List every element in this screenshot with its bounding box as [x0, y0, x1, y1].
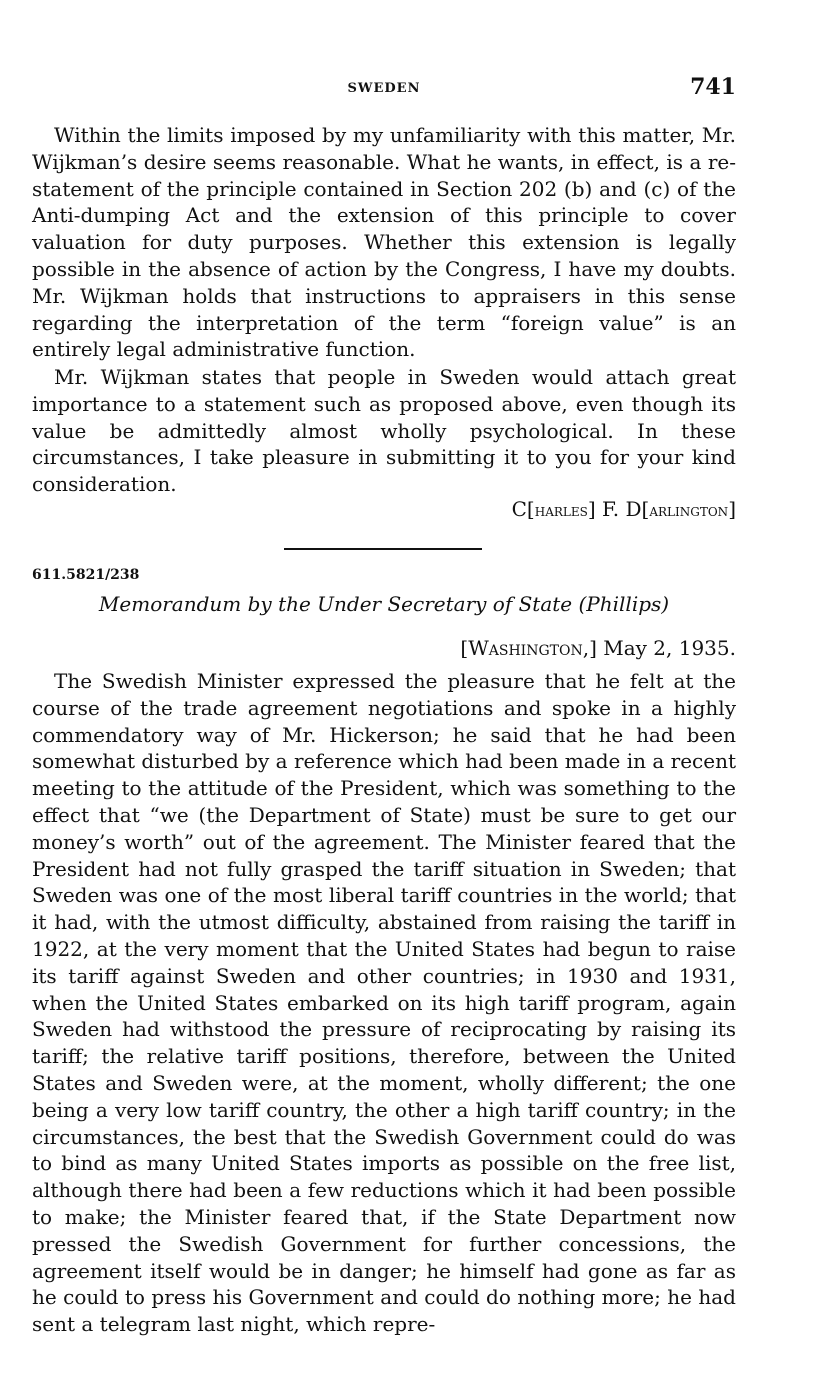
- file-number: 611.5821/238: [32, 567, 140, 583]
- signature: [512, 497, 736, 521]
- dateline: [460, 636, 736, 660]
- signature-last-name: arlington: [649, 501, 729, 521]
- section-divider: [284, 548, 482, 550]
- running-title: SWEDEN: [347, 81, 421, 96]
- dateline-open: [W: [460, 636, 489, 660]
- signature-close: ]: [728, 497, 736, 521]
- signature-initial-c: C[: [511, 497, 535, 521]
- running-head: [32, 74, 736, 104]
- memo-title: Memorandum by the Under Secretary of State (Phillips): [98, 592, 670, 616]
- paragraph-1: Within the limits imposed by my unfamiliarity with this matter, Mr. Wijkman’s desire seems reasonable. What he wants, in effect, is a re-statement of the principle contained in Section 202 (b) and (c) of the Anti-dumping Act and the extension of this principle to cover valuation for duty purposes. Whether this extension is legally possible in the absence of action by the Congress, I have my doubts. Mr. Wijkman holds that instructions to appraisers in this sense regarding the interpretation of the term “foreign value” is an entirely legal administrative function.: [32, 123, 736, 362]
- signature-middle: ] F. D[: [587, 497, 650, 521]
- signature-first-name: harles: [534, 501, 588, 521]
- dateline-date: ,] May 2, 1935.: [582, 636, 736, 660]
- page-number: 741: [690, 74, 736, 100]
- memo-paragraph: The Swedish Minister expressed the pleasure that he felt at the course of the trade agreement negotiations and spoke in a highly commendatory way of Mr. Hickerson; he said that he had been somewhat disturbed by a reference which had been made in a recent meeting to the attitude of the President, which was something to the effect that “we (the Department of State) must be sure to get our money’s worth” out of the agreement. The Minister feared that the President had not fully grasped the tariff situation in Sweden; that Sweden was one of the most liberal tariff countries in the world; that it had, with the utmost difficulty, abstained from raising the tariff in 1922, at the very moment that the United States had begun to raise its tariff against Sweden and other countries; in 1930 and 1931, when the United States embarked on its high tariff program, again Sweden had withstood the pressure of reciprocating by raising its tariff; the relative tariff positions, therefore, between the United States and Sweden were, at the moment, wholly different; the one being a very low tariff country, the other a high tariff country; in the circumstances, the best that the Swedish Government could do was to bind as many United States imports as possible on the free list, although there had been a few reductions which it had been possible to make; the Minister feared that, if the State Department now pressed the Swedish Government for further concessions, the agreement itself would be in danger; he himself had gone as far as he could to press his Government and could do nothing more; he had sent a telegram last night, which repre-: [32, 669, 736, 1337]
- paragraph-2: Mr. Wijkman states that people in Sweden would attach great importance to a statement such as proposed above, even though its value be admittedly almost wholly psychological. In these circumstances, I take pleasure in submitting it to you for your kind consideration.: [32, 365, 736, 497]
- dateline-place: ashington: [488, 636, 583, 660]
